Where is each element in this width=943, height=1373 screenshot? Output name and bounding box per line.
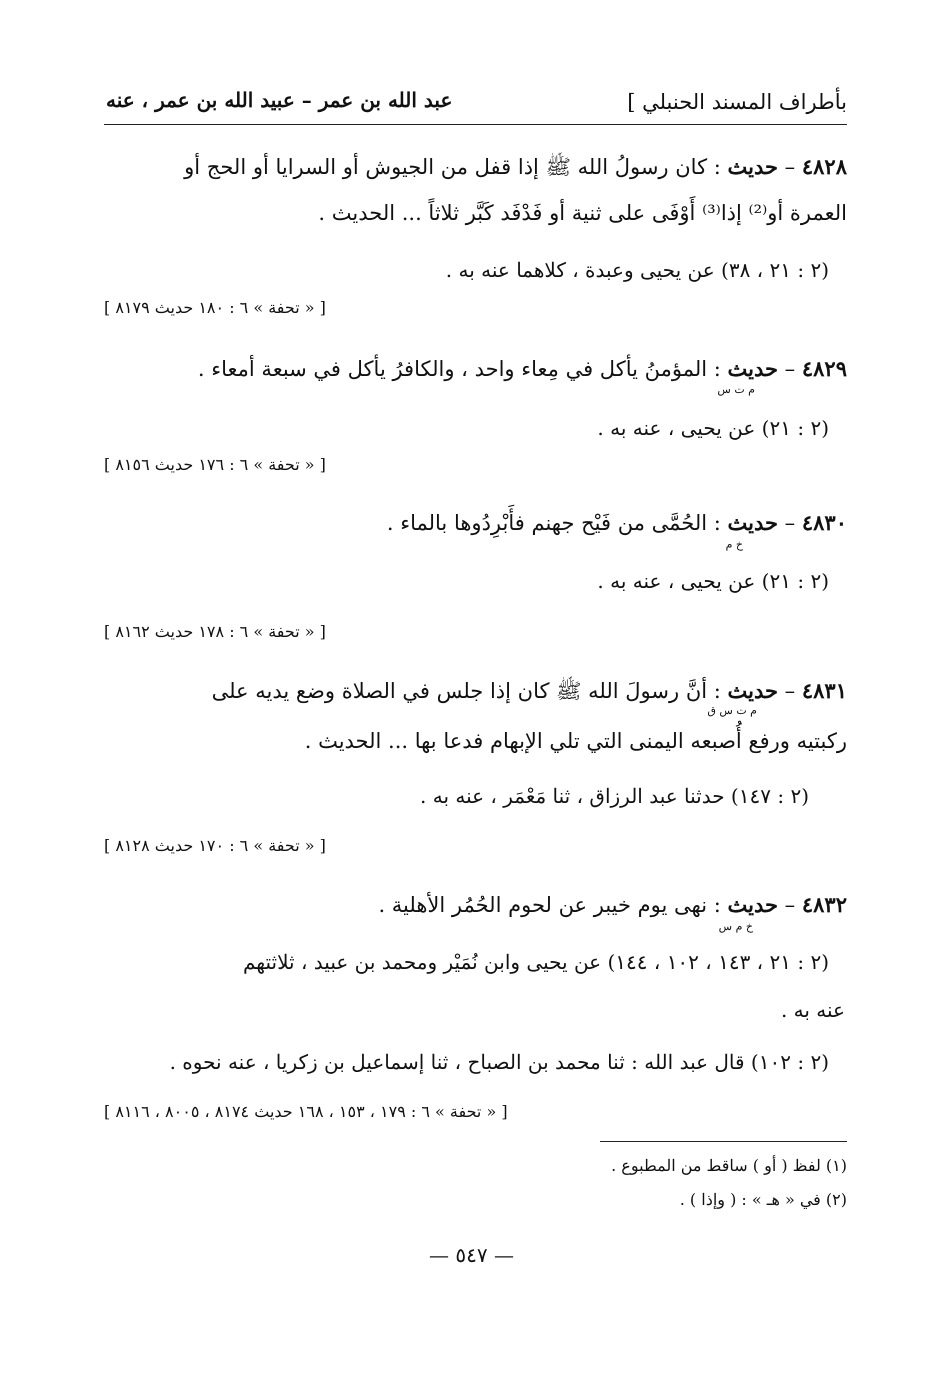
- entry-4830-sigla: خ م: [725, 538, 743, 551]
- entry-4829-tuhfa-ref: [ « تحفة » ٦ : ١٧٦ حديث ٨١٥٦ ]: [104, 455, 326, 474]
- footnote-2: (٢) في « هـ » : ( وإذا ) .: [679, 1190, 847, 1209]
- entry-4828-source: (٢ : ٢١ ، ٣٨) عن يحيى وعبدة ، كلاهما عنه به .: [445, 258, 829, 282]
- entry-number: ٤٨٢٨: [801, 154, 847, 179]
- entry-4831-line-2: ركبتيه ورفع أُصبعه اليمنى التي تلي الإبهام فدعا بها ... الحديث .: [304, 729, 847, 753]
- entry-4830-line-1: ٤٨٣٠ – حديث : الحُمَّى من فَيْح جهنم فأَبْرِدُوها بالماء .: [386, 510, 847, 535]
- footnote-1: (١) لفظ ( أو ) ساقط من المطبوع .: [611, 1156, 847, 1175]
- entry-4832-source-2: (٢ : ١٠٢) قال عبد الله : ثنا محمد بن الصباح ، ثنا إسماعيل بن زكريا ، عنه نحوه .: [169, 1050, 829, 1074]
- entry-4828-line-2: العمرة أو⁽²⁾ إذا⁽³⁾ أَوْفَى على ثنية أو فَدْفَد كَبَّر ثلاثاً ... الحديث .: [318, 201, 847, 225]
- entry-text: : نهى يوم خيبر عن لحوم الحُمُر الأهلية .: [378, 893, 721, 917]
- entry-label: حديث: [727, 892, 778, 917]
- entry-4831-tuhfa-ref: [ « تحفة » ٦ : ١٧٠ حديث ٨١٢٨ ]: [104, 836, 326, 855]
- entry-4829-source: (٢ : ٢١) عن يحيى ، عنه به .: [597, 416, 829, 440]
- running-header-book: بأطراف المسند الحنبلي ]: [627, 90, 847, 114]
- entry-4828-line-1: ٤٨٢٨ – حديث : كان رسولُ الله ﷺ إذا قفل من الجيوش أو السرايا أو الحج أو: [184, 154, 847, 179]
- entry-text: : المؤمنُ يأكل في مِعاء واحد ، والكافرُ يأكل في سبعة أمعاء .: [197, 357, 721, 381]
- entry-4832-sigla: خ م س: [718, 920, 753, 933]
- entry-number: ٤٨٣٢: [801, 892, 847, 917]
- page-number: — ٥٤٧ —: [429, 1243, 514, 1267]
- entry-4829-line-1: ٤٨٢٩ – حديث : المؤمنُ يأكل في مِعاء واحد ، والكافرُ يأكل في سبعة أمعاء .: [197, 356, 847, 381]
- entry-4831-sigla: م ت س ق: [707, 704, 757, 717]
- entry-4830-tuhfa-ref: [ « تحفة » ٦ : ١٧٨ حديث ٨١٦٢ ]: [104, 622, 326, 641]
- entry-label: حديث: [727, 154, 778, 179]
- entry-4832-source-cont: عنه به .: [780, 998, 845, 1022]
- entry-label: حديث: [727, 510, 778, 535]
- entry-4832-source: (٢ : ٢١ ، ١٤٣ ، ١٠٢ ، ١٤٤) عن يحيى وابن نُمَيْر ومحمد بن عبيد ، ثلاثتهم: [242, 950, 829, 974]
- entry-4829-sigla: م ت س: [717, 383, 755, 396]
- entry-4831-line-1: ٤٨٣١ – حديث : أنَّ رسولَ الله ﷺ كان إذا جلس في الصلاة وضع يديه على: [211, 678, 847, 703]
- entry-4828-tuhfa-ref: [ « تحفة » ٦ : ١٨٠ حديث ٨١٧٩ ]: [104, 298, 326, 317]
- running-header-title: عبد الله بن عمر – عبيد الله بن عمر ، عنه: [106, 88, 453, 112]
- entry-text: : الحُمَّى من فَيْح جهنم فأَبْرِدُوها بالماء .: [386, 511, 721, 535]
- entry-number: ٤٨٣١: [801, 678, 847, 703]
- header-rule: [104, 124, 847, 125]
- entry-4831-source: (٢ : ١٤٧) حدثنا عبد الرزاق ، ثنا مَعْمَر ، عنه به .: [420, 784, 809, 808]
- entry-number: ٤٨٣٠: [801, 510, 847, 535]
- entry-4832-tuhfa-ref: [ « تحفة » ٦ : ١٧٩ ، ١٥٣ ، ١٦٨ حديث ٨١٧٤ ، ٨٠٠٥ ، ٨١١٦ ]: [104, 1102, 508, 1121]
- entry-label: حديث: [727, 356, 778, 381]
- entry-number: ٤٨٢٩: [801, 356, 847, 381]
- entry-4830-source: (٢ : ٢١) عن يحيى ، عنه به .: [597, 569, 829, 593]
- entry-label: حديث: [727, 678, 778, 703]
- entry-4832-line-1: ٤٨٣٢ – حديث : نهى يوم خيبر عن لحوم الحُمُر الأهلية .: [378, 892, 847, 917]
- entry-text: : كان رسولُ الله ﷺ إذا قفل من الجيوش أو السرايا أو الحج أو: [184, 155, 721, 179]
- footnote-rule: [600, 1141, 847, 1142]
- entry-text: : أنَّ رسولَ الله ﷺ كان إذا جلس في الصلاة وضع يديه على: [211, 679, 721, 703]
